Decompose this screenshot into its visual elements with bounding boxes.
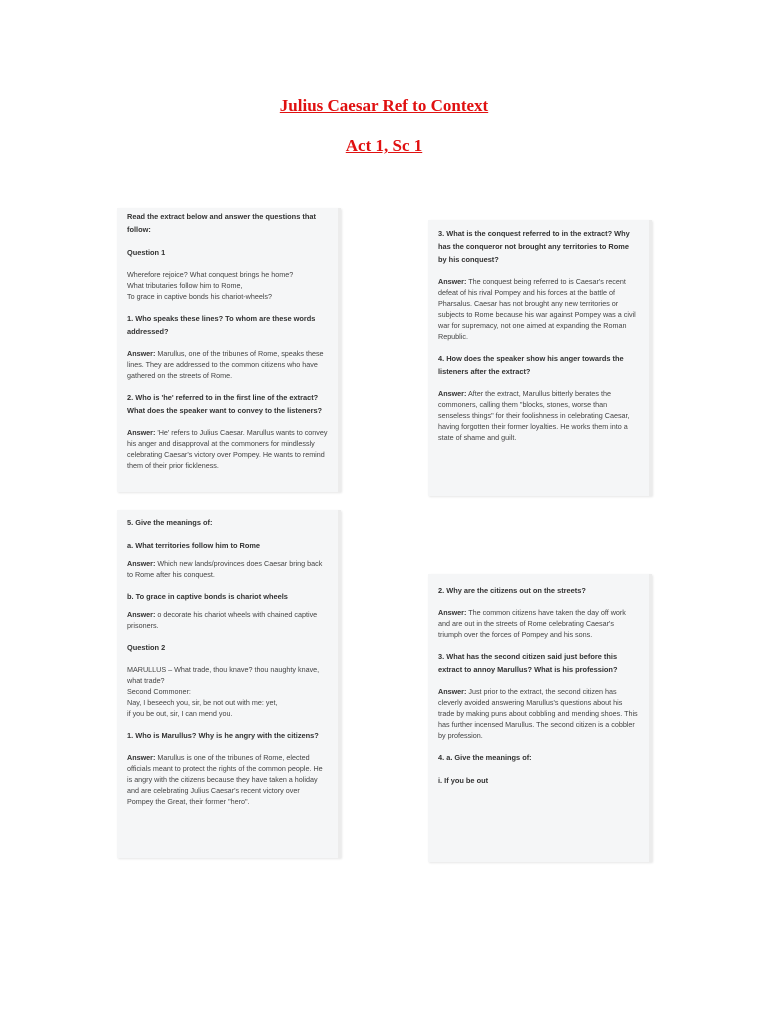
answer-label: Answer: bbox=[127, 559, 156, 568]
question-text: 2. Who is 'he' referred to in the first line of the extract? What does the speaker want to convey to the listeners? bbox=[127, 393, 323, 415]
question-heading: Question 2 bbox=[127, 643, 166, 652]
answer-label: Answer: bbox=[438, 277, 467, 286]
instructions: Read the extract below and answer the questions that follow: bbox=[127, 212, 316, 234]
question-text: 1. Who speaks these lines? To whom are these words addressed? bbox=[127, 314, 316, 336]
answer-label: Answer: bbox=[127, 610, 156, 619]
answer-label: Answer: bbox=[127, 753, 156, 762]
extract-line: if you be out, sir, I can mend you. bbox=[127, 709, 233, 718]
answer-label: Answer: bbox=[438, 687, 467, 696]
answer-text bbox=[127, 609, 328, 631]
question-text: a. What territories follow him to Rome bbox=[127, 541, 261, 550]
answer-label: Answer: bbox=[127, 428, 156, 437]
extract-card-3 bbox=[117, 510, 341, 858]
question-text: 2. Why are the citizens out on the streets? bbox=[438, 586, 586, 595]
answer-text bbox=[127, 752, 328, 807]
extract-quote bbox=[127, 269, 328, 302]
answer-body: The common citizens have taken the day off work and are out in the streets of Rome celebrating Caesar's triumph over the forces of Pompey and his sons. bbox=[438, 608, 626, 639]
extract-line: Second Commoner: bbox=[127, 687, 191, 696]
answer-body: The conquest being referred to is Caesar's recent defeat of his rival Pompey and his forces at the battle of Pharsalus. Caesar has not brought any new territories or subjects to Rome because his war against Pompey was a civil war for supremacy, not one aimed at expanding the Roman Republic. bbox=[438, 277, 636, 341]
answer-text bbox=[438, 607, 639, 640]
question-text: 4. a. Give the meanings of: bbox=[438, 753, 532, 762]
document-title: Julius Caesar Ref to Context bbox=[279, 96, 489, 115]
answer-body: Marullus, one of the tribunes of Rome, speaks these lines. They are addressed to the common citizens who have gathered on the streets of Rome. bbox=[127, 349, 324, 380]
answer-body: 'He' refers to Julius Caesar. Marullus wants to convey his anger and disapproval at the commoners for mindlessly celebrating Caesar's victory over Pompey. He wants to remind them of their prior fickleness. bbox=[127, 428, 328, 470]
extract-card-1 bbox=[117, 208, 341, 492]
question-text: 3. What has the second citizen said just before this extract to annoy Marullus? What is his profession? bbox=[438, 652, 618, 674]
question-text: b. To grace in captive bonds is chariot wheels bbox=[127, 592, 288, 601]
answer-text bbox=[438, 388, 639, 443]
extract-quote bbox=[127, 664, 328, 719]
question-text: 3. What is the conquest referred to in the extract? Why has the conqueror not brought any territories to Rome by his conquest? bbox=[438, 229, 630, 264]
answer-body: After the extract, Marullus bitterly berates the commoners, calling them "blocks, stones, worse than senseless things" for their foolishness in celebrating Caesar, having forgotten their former loyalties. He works them into a state of shame and guilt. bbox=[438, 389, 630, 442]
document-subtitle: Act 1, Sc 1 bbox=[345, 136, 423, 155]
answer-body: o decorate his chariot wheels with chained captive prisoners. bbox=[127, 610, 318, 630]
extract-line: To grace in captive bonds his chariot-wheels? bbox=[127, 292, 273, 301]
extract-line: What tributaries follow him to Rome, bbox=[127, 281, 243, 290]
answer-text bbox=[127, 348, 328, 381]
answer-text bbox=[127, 427, 328, 471]
extract-line: Nay, I beseech you, sir, be not out with me: yet, bbox=[127, 698, 278, 707]
question-text: 1. Who is Marullus? Why is he angry with the citizens? bbox=[127, 731, 319, 740]
answer-label: Answer: bbox=[438, 608, 467, 617]
answer-text bbox=[438, 686, 639, 741]
question-text: 5. Give the meanings of: bbox=[127, 518, 213, 527]
question-text: 4. How does the speaker show his anger towards the listeners after the extract? bbox=[438, 354, 624, 376]
extract-card-4 bbox=[428, 574, 652, 862]
answer-body: Just prior to the extract, the second citizen has cleverly avoided answering Marullus's questions about his trade by making puns about cobbling and mending shoes. This has further incensed Marullus. The second citizen is a cobbler by profession. bbox=[438, 687, 638, 740]
answer-label: Answer: bbox=[127, 349, 156, 358]
answer-label: Answer: bbox=[438, 389, 467, 398]
extract-line: MARULLUS – What trade, thou knave? thou naughty knave, what trade? bbox=[127, 665, 320, 685]
extract-card-2 bbox=[428, 220, 652, 496]
question-heading: Question 1 bbox=[127, 248, 166, 257]
extract-line: Wherefore rejoice? What conquest brings he home? bbox=[127, 270, 294, 279]
answer-body: Which new lands/provinces does Caesar bring back to Rome after his conquest. bbox=[127, 559, 323, 579]
question-text: i. If you be out bbox=[438, 776, 489, 785]
answer-body: Marullus is one of the tribunes of Rome, elected officials meant to protect the rights of the common people. He is angry with the citizens because they have taken a holiday and are celebrating Julius Caesar's recent victory over Pompey the Great, their former "hero". bbox=[127, 753, 323, 806]
answer-text bbox=[438, 276, 639, 342]
answer-text bbox=[127, 558, 328, 580]
